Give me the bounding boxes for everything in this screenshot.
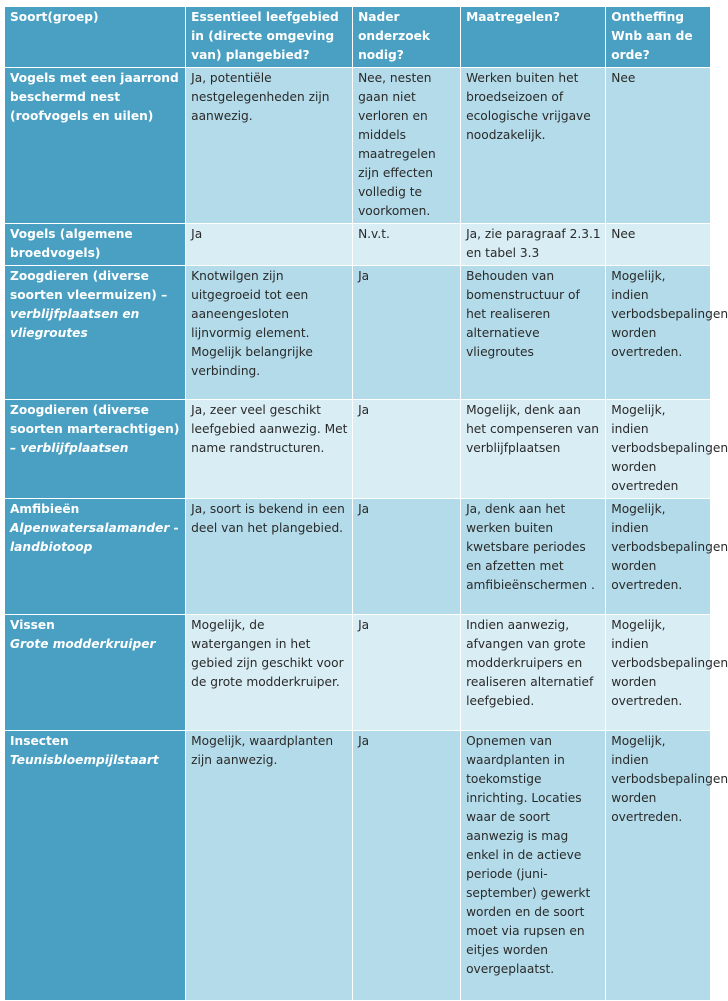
table-row [5,224,711,266]
row-species-group [5,400,186,499]
cell-measures: Behouden van bomenstructuur of het realiseren alternatieve vliegroutes [461,266,606,400]
cell-research: Ja [353,615,461,731]
cell-exemption: Mogelijk, indien verbodsbepalingen worden overtreden. [606,499,711,615]
table-row [5,68,711,224]
cell-research: Ja [353,266,461,400]
table-row [5,400,711,499]
cell-research: Ja [353,400,461,499]
cell-essential: Ja, potentiële nestgelegenheden zijn aanwezig. [186,68,353,224]
cell-research: Nee, nesten gaan niet verloren en middels maatregelen zijn effecten volledig te voorkomen. [353,68,461,224]
row-species-group [5,224,186,266]
group-name: Vissen [10,618,55,632]
cell-measures: Opnemen van waardplanten in toekomstige inrichting. Locaties waar de soort aanwezig is mag enkel in de actieve periode (juni-september) gewerkt worden en de soort moet via rupsen en eitjes worden overgeplaatst. [461,731,606,1001]
cell-essential: Ja, soort is bekend in een deel van het plangebied. [186,499,353,615]
group-name: Vogels met een jaarrond beschermd nest (roofvogels en uilen) [10,71,179,123]
cell-measures: Mogelijk, denk aan het compenseren van verblijfplaatsen [461,400,606,499]
cell-exemption: Mogelijk, indien verbodsbepalingen worden overtreden [606,400,711,499]
group-subtitle: Teunisbloempijlstaart [10,753,159,767]
cell-essential: Ja [186,224,353,266]
row-species-group [5,615,186,731]
cell-measures: Ja, denk aan het werken buiten kwetsbare periodes en afzetten met amfibieënschermen . [461,499,606,615]
header-species-group: Soort(groep) [5,7,186,68]
species-table [4,6,728,1001]
table-row [5,731,711,1001]
group-name: Amfibieën [10,502,80,516]
table-row [5,615,711,731]
table-header-row [5,7,711,68]
cropped-caption-remnant [205,0,435,5]
group-subtitle: Alpenwatersalamander - landbiotoop [10,521,179,554]
cell-research: Ja [353,731,461,1001]
cell-essential: Ja, zeer veel geschikt leefgebied aanwezig. Met name randstructuren. [186,400,353,499]
cell-measures: Indien aanwezig, afvangen van grote modderkruipers en realiseren alternatief leefgebied. [461,615,606,731]
cell-measures: Ja, zie paragraaf 2.3.1 en tabel 3.3 [461,224,606,266]
group-name: Zoogdieren (diverse soorten vleermuizen) – [10,269,168,302]
group-subtitle: Grote modderkruiper [10,637,156,651]
cell-research: Ja [353,499,461,615]
group-name: Vogels (algemene broedvogels) [10,227,133,260]
group-subtitle: verblijfplaatsen en vliegroutes [10,307,140,340]
cell-exemption: Mogelijk, indien verbodsbepalingen worden overtreden. [606,731,711,1001]
cell-essential: Mogelijk, waardplanten zijn aanwezig. [186,731,353,1001]
table-row [5,266,711,400]
row-species-group [5,68,186,224]
group-name: Zoogdieren (diverse soorten marterachtigen) [10,403,180,436]
table-row [5,499,711,615]
cell-research: N.v.t. [353,224,461,266]
group-name: Insecten [10,734,69,748]
cell-essential: Mogelijk, de watergangen in het gebied zijn geschikt voor de grote modderkruiper. [186,615,353,731]
row-species-group [5,731,186,1001]
cell-exemption: Mogelijk, indien verbodsbepalingen worden overtreden. [606,266,711,400]
header-essential-habitat: Essentieel leefgebied in (directe omgeving van) plangebied? [186,7,353,68]
header-exemption: Ontheffing Wnb aan de orde? [606,7,711,68]
header-measures: Maatregelen? [461,7,606,68]
cell-exemption: Mogelijk, indien verbodsbepalingen worden overtreden. [606,615,711,731]
cell-essential: Knotwilgen zijn uitgegroeid tot een aaneengesloten lijnvormig element. Mogelijk belangrijke verbinding. [186,266,353,400]
group-subtitle: – verblijfplaatsen [10,441,129,455]
row-species-group [5,266,186,400]
cell-exemption: Nee [606,68,711,224]
row-species-group [5,499,186,615]
header-further-research: Nader onderzoek nodig? [353,7,461,68]
cell-measures: Werken buiten het broedseizoen of ecologische vrijgave noodzakelijk. [461,68,606,224]
cell-exemption: Nee [606,224,711,266]
